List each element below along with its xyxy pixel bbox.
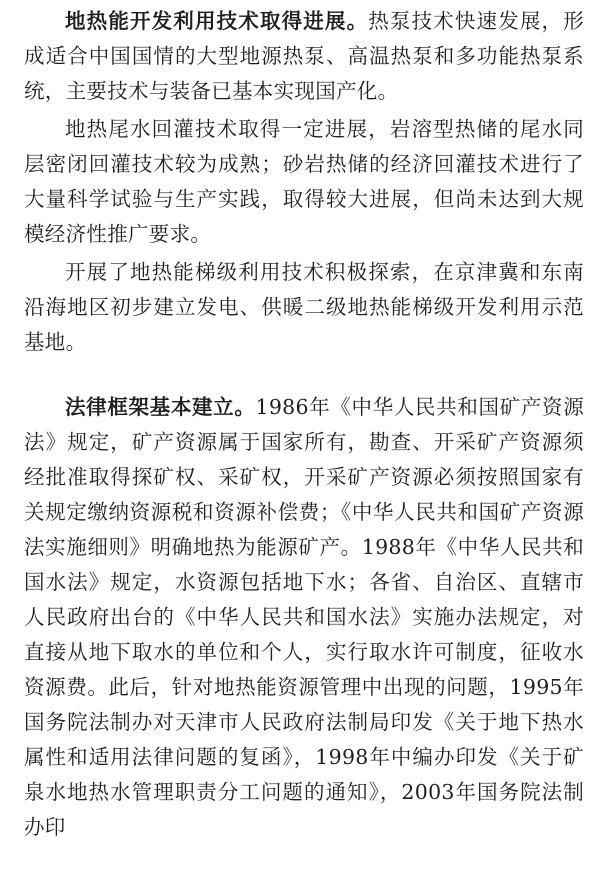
paragraph-body: 1986年《中华人民共和国矿产资源法》规定，矿产资源属于国家所有，勘查、开采矿产资源须经批准取得探矿权、采矿权，开采矿产资源必须按照国家有关规定缴纳资源税和资源补偿费；《中华人民共和国矿产资源法实施细则》明确地热为能源矿产。1988年《中华人民共和国水法》规定，水资源包括地下水；各省、自治区、直辖市人民政府出台的《中华人民共和国水法》实施办法规定，对直接从地下取水的单位和个人，实行取水许可制度，征收水资源费。此后，针对地热能资源管理中出现的问题，1995年国务院法制办对天津市人民政府法制局印发《关于地下热水属性和适用法律问题的复函》，1998年中编办印发《关于矿泉水地热水管理职责分工问题的通知》，2003年国务院法制办印 [24, 395, 584, 839]
document-page [24, 0, 584, 845]
paragraph-reinjection-tech [24, 112, 584, 252]
paragraph-legal-framework [24, 390, 584, 845]
paragraph-body: 热泵技术快速发展，形成适合中国国情的大型地源热泵、高温热泵和多功能热泵系统，主要技术与装备已基本实现国产化。 [24, 9, 584, 103]
paragraph-geothermal-tech-progress [24, 4, 584, 109]
paragraph-lead-tech-progress: 地热能开发利用技术取得进展。 [65, 9, 369, 33]
paragraph-body: 开展了地热能梯级利用技术积极探索，在京津冀和东南沿海地区初步建立发电、供暖二级地热能梯级开发利用示范基地。 [24, 260, 584, 354]
paragraph-body: 地热尾水回灌技术取得一定进展，岩溶型热储的尾水同层密闭回灌技术较为成熟；砂岩热储的经济回灌技术进行了大量科学试验与生产实践，取得较大进展，但尚未达到大规模经济性推广要求。 [24, 117, 584, 246]
paragraph-lead-legal-framework: 法律框架基本建立。 [65, 395, 256, 419]
paragraph-cascade-utilization [24, 255, 584, 360]
